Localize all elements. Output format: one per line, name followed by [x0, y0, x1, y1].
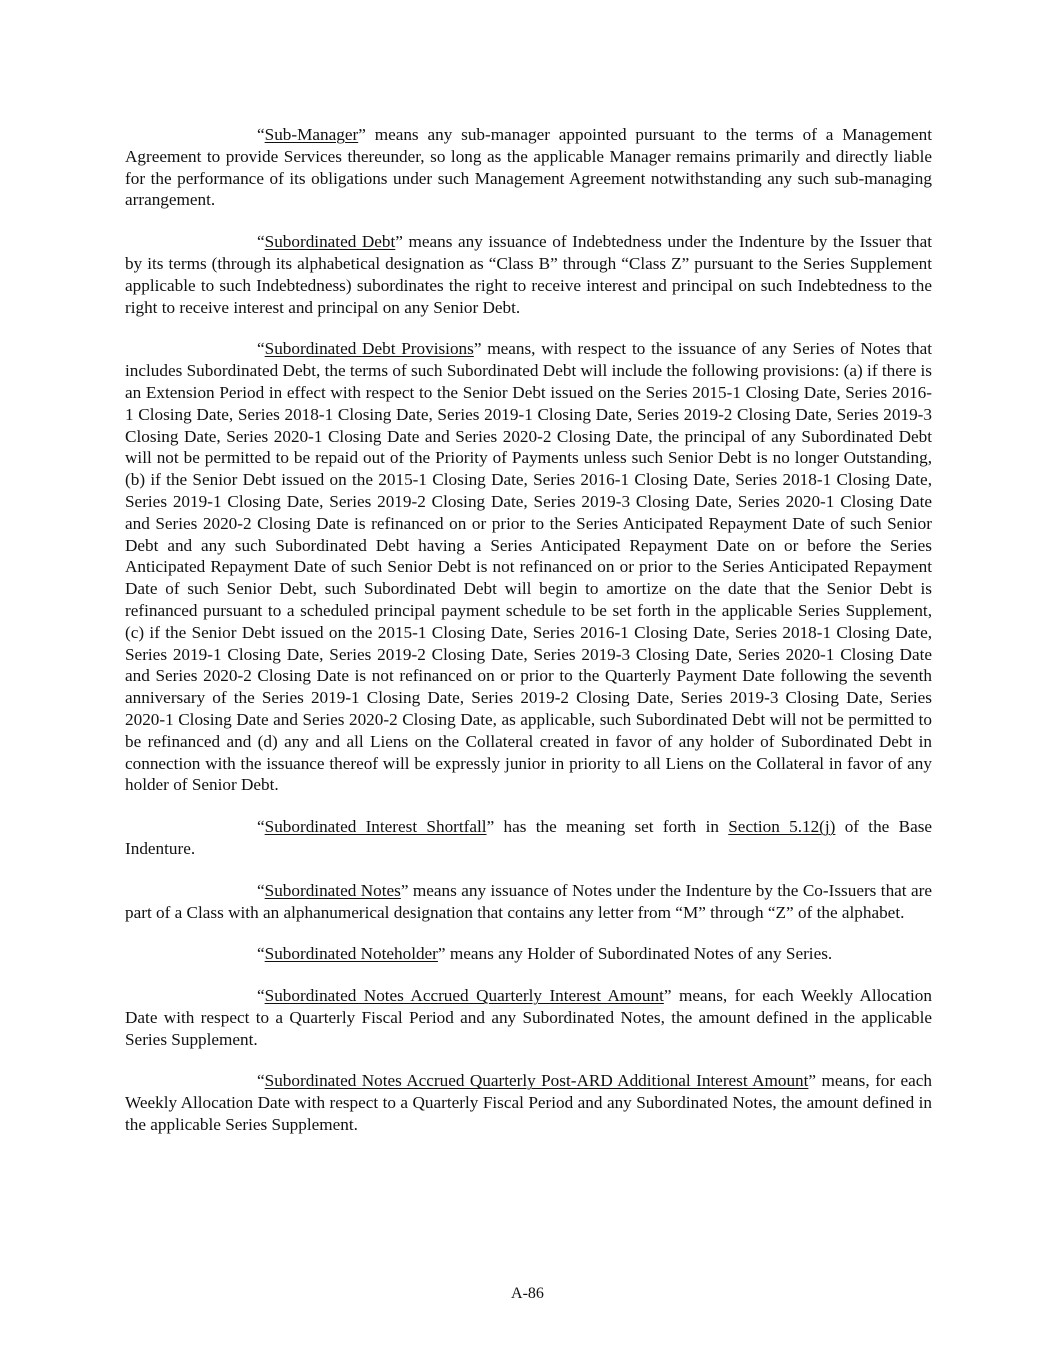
- definition-subordinated-noteholder: [125, 943, 932, 965]
- open-quote: “: [257, 232, 265, 252]
- defined-term: Subordinated Debt: [264, 232, 396, 252]
- definition-text: means any sub-manager appointed pursuant to the terms of a Management Agreement to provide Services thereunder, so long as the applicable Manager remains primarily and directly liable for the performance of its obligations under such Management Agreement notwithstanding any such sub-managing arrangement.: [125, 125, 932, 210]
- definition-text-end: of the Base Indenture.: [125, 817, 933, 858]
- definition-text: means any Holder of Subordinated Notes of any Series.: [445, 944, 833, 964]
- close-quote: ”: [358, 125, 366, 144]
- page-number: A-86: [511, 1285, 544, 1302]
- open-quote: “: [257, 817, 265, 837]
- definition-subordinated-notes: [125, 880, 932, 924]
- close-quote: ”: [486, 817, 495, 837]
- section-reference: Section 5.12(j): [728, 817, 836, 837]
- open-quote: “: [257, 125, 265, 144]
- close-quote: ”: [473, 339, 482, 359]
- definition-subordinated-interest-shortfall: [125, 816, 932, 860]
- defined-term: Subordinated Debt Provisions: [264, 339, 474, 359]
- defined-term: Subordinated Noteholder: [264, 944, 438, 964]
- defined-term: Sub-Manager: [264, 125, 359, 144]
- open-quote: “: [257, 880, 265, 900]
- definition-subordinated-debt: [125, 231, 932, 318]
- open-quote: “: [257, 339, 265, 359]
- document-body: [125, 124, 932, 1156]
- defined-term: Subordinated Notes: [264, 880, 401, 900]
- close-quote: ”: [395, 232, 403, 252]
- close-quote: ”: [437, 944, 446, 964]
- defined-term: Subordinated Interest Shortfall: [264, 817, 487, 837]
- definition-text: means, for each Weekly Allocation Date with respect to a Quarterly Fiscal Period and any Subordinated Notes, the amount defined in the applicable Series Supplement.: [125, 1071, 932, 1135]
- definition-subordinated-notes-accrued-quarterly-post-ard-additional-interest-amount: [125, 1070, 932, 1135]
- defined-term: Subordinated Notes Accrued Quarterly Interest Amount: [264, 986, 664, 1006]
- definition-text: means, with respect to the issuance of any Series of Notes that includes Subordinated Debt, the terms of such Subordinated Debt will include the following provisions: (a) if there is an Extension Period in effect with respect to the Senior Debt issued on the Series 2015-1 Closing Date, Series 2016-1 Closing Date, Series 2018-1 Closing Date, Series 2019-1 Closing Date, Series 2019-2 Closing Date, Series 2019-3 Closing Date, Series 2020-1 Closing Date and Series 2020-2 Closing Date, the principal of any Subordinated Debt will not be permitted to be repaid out of the Priority of Payments unless such Senior Debt is no longer Outstanding, (b) if the Senior Debt issued on the 2015-1 Closing Date, Series 2016-1 Closing Date, Series 2018-1 Closing Date, Series 2019-1 Closing Date, Series 2019-2 Closing Date, Series 2019-3 Closing Date, Series 2020-1 Closing Date and Series 2020-2 Closing Date is refinanced on or prior to the Series Anticipated Repayment Date of such Senior Debt and any such Subordinated Debt having a Series Anticipated Repayment Date on or before the Series Anticipated Repayment Date of such Senior Debt is not refinanced on or prior to the Series Anticipated Repayment Date of such Senior Debt, such Subordinated Debt will begin to amortize on the date that the Senior Debt is refinanced pursuant to a scheduled principal payment schedule to be set forth in the applicable Series Supplement, (c) if the Senior Debt issued on the 2015-1 Closing Date, Series 2016-1 Closing Date, Series 2018-1 Closing Date, Series 2019-1 Closing Date, Series 2019-2 Closing Date, Series 2019-3 Closing Date, Series 2020-1 Closing Date and Series 2020-2 Closing Date is not refinanced on or prior to the Quarterly Payment Date following the seventh anniversary of the Series 2019-1 Closing Date, Series 2019-2 Closing Date, Series 2019-3 Closing Date, Series 2020-1 Closing Date and Series 2020-2 Closing Date, as applicable, such Subordinated Debt will not be permitted to be refinanced and (d) any and all Liens on the Collateral created in favor of any holder of Subordinated Debt in connection with the issuance thereof will be expressly junior in priority to all Liens on the Collateral in favor of any holder of Senior Debt.: [125, 339, 932, 795]
- definition-text: means any issuance of Indebtedness under the Indenture by the Issuer that by its terms (through its alphabetical designation as “Class B” through “Class Z” pursuant to the Series Supplement applicable to such Indebtedness) subordinates the right to receive interest and principal on such Indebtedness to the right to receive interest and principal on any Senior Debt.: [125, 232, 932, 317]
- close-quote: ”: [808, 1071, 817, 1091]
- defined-term: Subordinated Notes Accrued Quarterly Post-ARD Additional Interest Amount: [264, 1071, 809, 1091]
- open-quote: “: [257, 1071, 265, 1091]
- open-quote: “: [257, 944, 265, 964]
- definition-text: has the meaning set forth in: [494, 817, 729, 837]
- definition-subordinated-notes-accrued-quarterly-interest-amount: [125, 985, 932, 1050]
- definition-subordinated-debt-provisions: [125, 338, 932, 796]
- close-quote: ”: [663, 986, 672, 1006]
- open-quote: “: [257, 986, 265, 1006]
- definition-text: means, for each Weekly Allocation Date with respect to a Quarterly Fiscal Period and any Subordinated Notes, the amount defined in the applicable Series Supplement.: [125, 986, 932, 1049]
- definition-text: means any issuance of Notes under the Indenture by the Co-Issuers that are part of a Class with an alphanumerical designation that contains any letter from “M” through “Z” of the alphabet.: [125, 880, 932, 922]
- definition-sub-manager: [125, 124, 932, 211]
- close-quote: ”: [400, 880, 409, 900]
